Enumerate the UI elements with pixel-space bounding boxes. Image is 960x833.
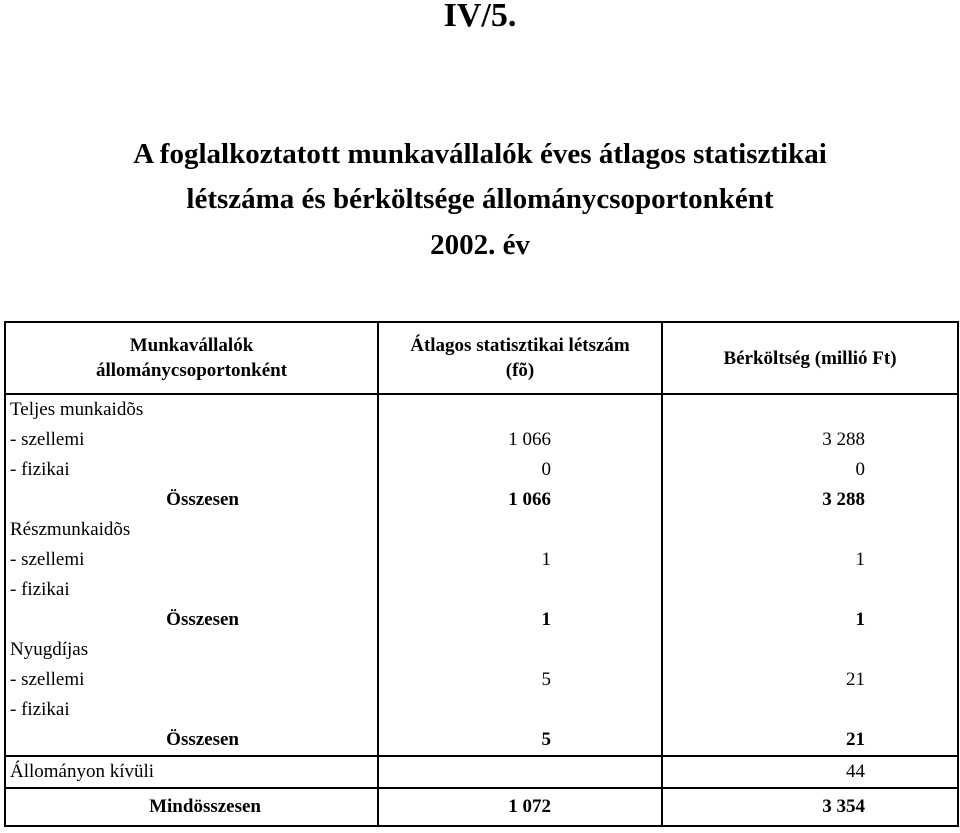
staff-cost-table xyxy=(4,321,959,827)
row-headcount xyxy=(378,756,662,788)
row-label: Részmunkaidõs xyxy=(5,515,378,545)
table-row xyxy=(5,756,958,788)
header-average-headcount-line2: (fõ) xyxy=(505,360,535,381)
subtotal-headcount: 1 xyxy=(378,605,662,635)
row-cost xyxy=(662,635,958,665)
row-headcount xyxy=(378,394,662,425)
row-headcount: 1 xyxy=(378,545,662,575)
subtotal-headcount: 1 066 xyxy=(378,485,662,515)
subtotal-row xyxy=(5,725,958,756)
table-row xyxy=(5,635,958,665)
table-row xyxy=(5,545,958,575)
grand-total-headcount: 1 072 xyxy=(378,788,662,826)
header-employee-groups-line2: állománycsoportonként xyxy=(95,360,288,381)
subtotal-label: Összesen xyxy=(5,605,378,635)
title-line-2: létszáma és bérköltsége állománycsoportonként xyxy=(186,183,774,215)
row-label: - szellemi xyxy=(5,425,378,455)
table-row xyxy=(5,665,958,695)
table-row xyxy=(5,425,958,455)
table-row xyxy=(5,394,958,425)
subtotal-headcount: 5 xyxy=(378,725,662,756)
row-cost xyxy=(662,515,958,545)
row-cost: 21 xyxy=(662,665,958,695)
header-employee-groups-line1: Munkavállalók xyxy=(129,335,254,356)
row-label: Nyugdíjas xyxy=(5,635,378,665)
table-row xyxy=(5,695,958,725)
row-cost xyxy=(662,394,958,425)
row-label: Állományon kívüli xyxy=(5,756,378,788)
subtotal-cost: 3 288 xyxy=(662,485,958,515)
header-average-headcount-line1: Átlagos statisztikai létszám xyxy=(410,335,630,356)
subtotal-row xyxy=(5,485,958,515)
row-cost: 44 xyxy=(662,756,958,788)
title-line-1: A foglalkoztatott munkavállalók éves átlagos statisztikai xyxy=(133,138,827,170)
subtotal-label: Összesen xyxy=(5,485,378,515)
row-headcount xyxy=(378,695,662,725)
subtotal-label: Összesen xyxy=(5,725,378,756)
row-headcount xyxy=(378,515,662,545)
row-label: - fizikai xyxy=(5,575,378,605)
table-header-row xyxy=(5,322,958,394)
row-label: - fizikai xyxy=(5,695,378,725)
subtotal-row xyxy=(5,605,958,635)
header-employee-groups xyxy=(5,322,378,394)
row-label: Teljes munkaidõs xyxy=(5,394,378,425)
row-headcount: 5 xyxy=(378,665,662,695)
row-label: - szellemi xyxy=(5,545,378,575)
page-title xyxy=(0,132,960,222)
subtotal-cost: 21 xyxy=(662,725,958,756)
row-headcount: 0 xyxy=(378,455,662,485)
table-row xyxy=(5,575,958,605)
header-average-headcount xyxy=(378,322,662,394)
row-headcount xyxy=(378,635,662,665)
row-cost xyxy=(662,575,958,605)
row-cost: 3 288 xyxy=(662,425,958,455)
row-label: - szellemi xyxy=(5,665,378,695)
row-headcount xyxy=(378,575,662,605)
row-label: - fizikai xyxy=(5,455,378,485)
grand-total-cost: 3 354 xyxy=(662,788,958,826)
row-cost xyxy=(662,695,958,725)
row-headcount: 1 066 xyxy=(378,425,662,455)
table-row xyxy=(5,515,958,545)
table-row xyxy=(5,455,958,485)
row-cost: 1 xyxy=(662,545,958,575)
grand-total-row xyxy=(5,788,958,826)
row-cost: 0 xyxy=(662,455,958,485)
grand-total-label: Mindösszesen xyxy=(5,788,378,826)
document-code: IV/5. xyxy=(443,0,517,34)
subtotal-cost: 1 xyxy=(662,605,958,635)
year-label: 2002. év xyxy=(430,229,530,261)
header-wage-cost: Bérköltség (millió Ft) xyxy=(662,322,958,394)
